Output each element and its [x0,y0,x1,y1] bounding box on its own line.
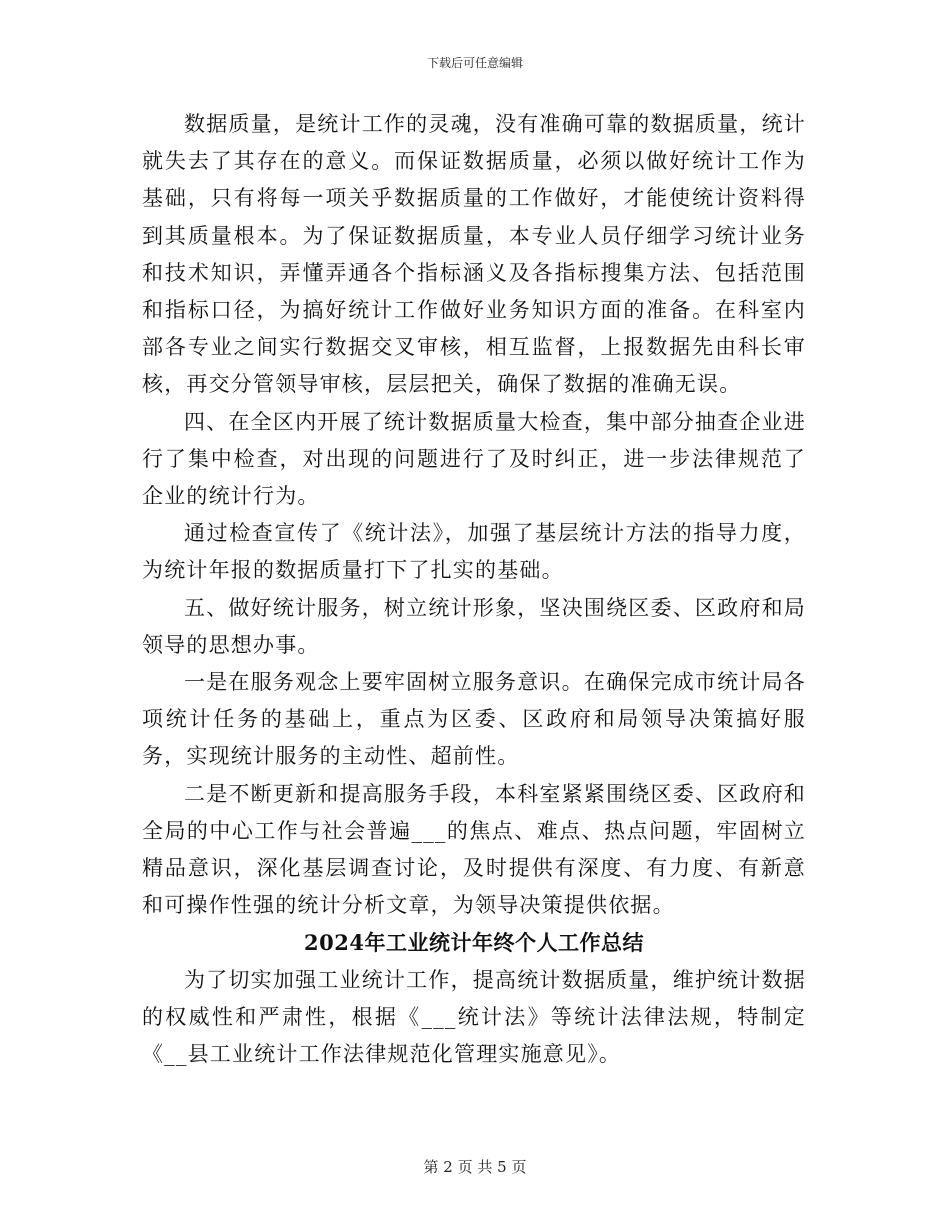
paragraph-statistics-law: 通过检查宣传了《统计法》，加强了基层统计方法的指导力度，为统计年报的数据质量打下了扎实的基础。 [142,521,806,583]
document-body [142,106,806,1073]
paragraph-section-intro: 为了切实加强工业统计工作，提高统计数据质量，维护统计数据的权威性和严肃性，根据《___统计法》等统计法律法规，特制定《__县工业统计工作法律规范化管理实施意见》。 [142,967,806,1067]
paragraph-data-quality: 数据质量，是统计工作的灵魂，没有准确可靠的数据质量，统计就失去了其存在的意义。而保证数据质量，必须以做好统计工作为基础，只有将每一项关乎数据质量的工作做好，才能使统计资料得到其质量根本。为了保证数据质量，本专业人员仔细学习统计业务和技术知识，弄懂弄通各个指标涵义及各指标搜集方法、包括范围和指标口径，为搞好统计工作做好业务知识方面的准备。在科室内部各专业之间实行数据交叉审核，相互监督，上报数据先由科长审核，再交分管领导审核，层层把关，确保了数据的准确无误。 [142,112,806,397]
section-title: 2024年工业统计年终个人工作总结 [304,930,644,956]
page-number: 第 2 页 共 5 页 [423,1158,527,1176]
paragraph-section-four: 四、在全区内开展了统计数据质量大检查，集中部分抽查企业进行了集中检查，对出现的问题进行了及时纠正，进一步法律规范了企业的统计行为。 [142,409,806,509]
paragraph-service-means: 二是不断更新和提高服务手段，本科室紧紧围绕区委、区政府和全局的中心工作与社会普遍___的焦点、难点、热点问题，牢固树立精品意识，深化基层调查讨论，及时提供有深度、有力度、有新意和可操作性强的统计分析文章，为领导决策提供依据。 [142,781,806,918]
paragraph-section-five: 五、做好统计服务，树立统计形象，坚决围绕区委、区政府和局领导的思想办事。 [142,595,806,657]
paragraph-service-awareness: 一是在服务观念上要牢固树立服务意识。在确保完成市统计局各项统计任务的基础上，重点为区委、区政府和局领导决策搞好服务，实现统计服务的主动性、超前性。 [142,670,806,769]
header-note: 下载后可任意编辑 [426,56,523,70]
